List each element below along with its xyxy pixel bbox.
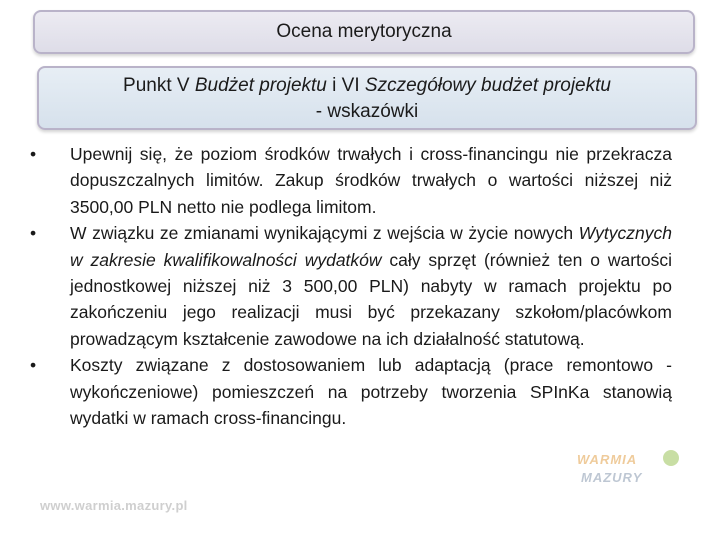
subtitle-part-3: i VI	[326, 75, 365, 96]
subtitle-part-1: Punkt V	[123, 75, 195, 96]
bullet-item-adaptation-costs	[24, 352, 672, 431]
subtitle-part-2: Budżet projektu	[194, 75, 327, 96]
bullet-text-pre: W związku ze zmianami wynikającymi z wejścia w życie nowych	[70, 223, 579, 244]
bullet-text: Koszty związane z dostosowaniem lub adaptacją (prace remontowo -wykończeniowe) pomieszczeń na potrzeby tworzenia SPInKa stanowią wydatki w ramach cross-financingu.	[70, 355, 672, 429]
bullet-text-italic: Wytycznych w zakresie kwalifikowalności wydatków	[70, 223, 672, 270]
bullet-item-equipment-transfer	[24, 220, 672, 352]
logo-word-2: MAZURY	[581, 470, 643, 485]
subtitle-part-4: Szczegółowy budżet projektu	[364, 75, 611, 96]
bullet-dot-icon: •	[30, 223, 37, 244]
logo-sun-icon	[663, 450, 679, 466]
bullet-text-post: cały sprzęt (również ten o wartości jednostkowej niższej niż 3 500,00 PLN) nabyty w ramach projektu po zakończeniu jego realizacji musi być przekazany szkołom/placówkom prowadzącym kształcenie zawodowe na ich działalność statutową.	[70, 249, 673, 349]
subtitle-line-1	[39, 73, 695, 99]
bullet-dot-icon: •	[30, 355, 37, 376]
bullet-text: Upewnij się, że poziom środków trwałych i cross-financingu nie przekracza dopuszczalnych limitów. Zakup środków trwałych o wartości niższej niż 3500,00 PLN netto nie podlega limitom.	[70, 144, 672, 217]
slide-subtitle-box	[37, 66, 697, 130]
subtitle-line-2: - wskazówki	[315, 101, 419, 122]
bullet-dot-icon: •	[30, 144, 37, 164]
warmia-mazury-logo	[575, 448, 685, 490]
logo-word-1: WARMIA	[577, 452, 638, 467]
bullet-item-fixed-assets	[24, 141, 672, 220]
bullet-list	[24, 141, 672, 431]
footer-url: www.warmia.mazury.pl	[40, 498, 188, 513]
slide-title: Ocena merytoryczna	[276, 21, 452, 42]
slide-title-box	[33, 10, 695, 54]
